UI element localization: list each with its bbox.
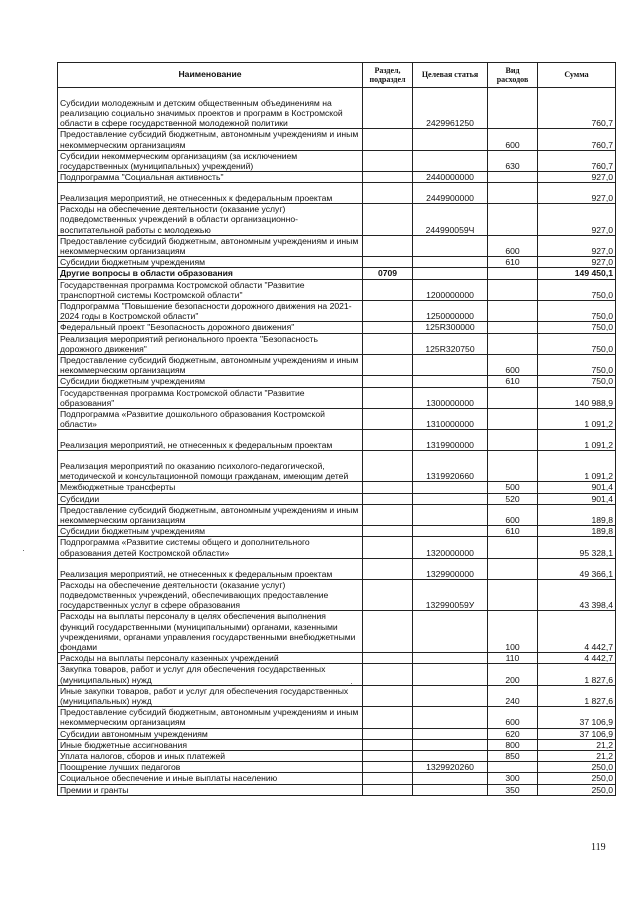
cell-name: Реализация мероприятий по оказанию психолого-педагогической, методической и консультационной помощи гражданам, имеющим детей	[58, 451, 363, 482]
table-row	[58, 322, 616, 333]
cell-name: Иные бюджетные ассигнования	[58, 739, 363, 750]
table-row	[58, 611, 616, 653]
cell-section	[363, 150, 413, 171]
cell-sum: 1 091,2	[538, 430, 616, 451]
cell-name: Реализация мероприятий, не отнесенных к федеральным проектам	[58, 558, 363, 579]
cell-sum: 4 442,7	[538, 653, 616, 664]
cell-type	[488, 301, 538, 322]
cell-type	[488, 558, 538, 579]
cell-name: Поощрение лучших педагогов	[58, 762, 363, 773]
cell-sum: 750,0	[538, 376, 616, 387]
cell-type	[488, 537, 538, 558]
cell-target	[413, 751, 488, 762]
table-row	[58, 579, 616, 611]
table-row	[58, 268, 616, 279]
cell-type	[488, 762, 538, 773]
cell-name: Государственная программа Костромской области "Развитие образования"	[58, 387, 363, 408]
cell-name: Субсидии бюджетным учреждениям	[58, 526, 363, 537]
cell-name: Межбюджетные трансферты	[58, 482, 363, 493]
cell-sum: 250,0	[538, 762, 616, 773]
cell-name: Субсидии автономным учреждениям	[58, 728, 363, 739]
table-row	[58, 751, 616, 762]
cell-name: Уплата налогов, сборов и иных платежей	[58, 751, 363, 762]
cell-target	[413, 504, 488, 525]
cell-sum: 750,0	[538, 322, 616, 333]
table-row	[58, 150, 616, 171]
cell-target: 2429961250	[413, 88, 488, 129]
cell-sum: 43 398,4	[538, 579, 616, 611]
cell-sum: 21,2	[538, 739, 616, 750]
cell-section	[363, 333, 413, 354]
cell-target: 244990059Ч	[413, 204, 488, 236]
page-number: 119	[591, 842, 606, 853]
cell-target	[413, 257, 488, 268]
cell-section	[363, 739, 413, 750]
cell-section	[363, 728, 413, 739]
cell-section	[363, 172, 413, 183]
table-row	[58, 558, 616, 579]
table-body	[58, 88, 616, 796]
table-row	[58, 376, 616, 387]
cell-type	[488, 88, 538, 129]
cell-sum: 760,7	[538, 129, 616, 150]
cell-name: Подпрограмма «Развитие дошкольного образования Костромской области»	[58, 409, 363, 430]
cell-sum: 1 091,2	[538, 409, 616, 430]
cell-section	[363, 493, 413, 504]
cell-name: Государственная программа Костромской области "Развитие транспортной системы Костромской области"	[58, 279, 363, 300]
cell-section	[363, 653, 413, 664]
cell-sum: 901,4	[538, 482, 616, 493]
cell-type	[488, 451, 538, 482]
cell-sum: 140 988,9	[538, 387, 616, 408]
cell-sum: 927,0	[538, 204, 616, 236]
cell-sum: 37 106,9	[538, 707, 616, 728]
table-row	[58, 762, 616, 773]
cell-sum: 189,8	[538, 504, 616, 525]
cell-sum: 189,8	[538, 526, 616, 537]
cell-target	[413, 235, 488, 256]
cell-section	[363, 558, 413, 579]
cell-sum: 901,4	[538, 493, 616, 504]
cell-section: 0709	[363, 268, 413, 279]
cell-target: 1320000000	[413, 537, 488, 558]
cell-target	[413, 129, 488, 150]
cell-type	[488, 409, 538, 430]
cell-name: Субсидии молодежным и детским общественным объединениям на реализацию социально значимых проектов и программ в Костромской области в сфере государственной молодежной политики	[58, 88, 363, 129]
cell-target	[413, 653, 488, 664]
table-row	[58, 387, 616, 408]
cell-type: 520	[488, 493, 538, 504]
cell-section	[363, 762, 413, 773]
cell-section	[363, 526, 413, 537]
cell-name: Субсидии бюджетным учреждениям	[58, 376, 363, 387]
cell-sum: 250,0	[538, 773, 616, 784]
table-row	[58, 784, 616, 795]
cell-type: 110	[488, 653, 538, 664]
cell-name: Субсидии бюджетным учреждениям	[58, 257, 363, 268]
table-row	[58, 526, 616, 537]
cell-type	[488, 268, 538, 279]
cell-name: Расходы на выплаты персоналу казенных учреждений	[58, 653, 363, 664]
cell-sum: 1 827,6	[538, 664, 616, 685]
cell-target	[413, 526, 488, 537]
cell-type	[488, 204, 538, 236]
table-row	[58, 129, 616, 150]
cell-name: Подпрограмма «Развитие системы общего и дополнительного образования детей Костромской области»	[58, 537, 363, 558]
cell-target	[413, 355, 488, 376]
header-sum: Сумма	[538, 63, 616, 88]
cell-target	[413, 493, 488, 504]
cell-name: Иные закупки товаров, работ и услуг для обеспечения государственных (муниципальных) нужд	[58, 685, 363, 706]
cell-type: 630	[488, 150, 538, 171]
header-type: Вид расходов	[488, 63, 538, 88]
table-row	[58, 257, 616, 268]
budget-table	[57, 62, 616, 796]
cell-name: Субсидии	[58, 493, 363, 504]
cell-target: 125R300000	[413, 322, 488, 333]
cell-type	[488, 333, 538, 354]
cell-name: Реализация мероприятий, не отнесенных к федеральным проектам	[58, 183, 363, 204]
cell-target	[413, 482, 488, 493]
table-row	[58, 728, 616, 739]
cell-name: Предоставление субсидий бюджетным, автономным учреждениям и иным некоммерческим организациям	[58, 129, 363, 150]
cell-section	[363, 235, 413, 256]
table-row	[58, 664, 616, 685]
table-row	[58, 451, 616, 482]
cell-section	[363, 129, 413, 150]
cell-target: 132990059У	[413, 579, 488, 611]
cell-name: Закупка товаров, работ и услуг для обеспечения государственных (муниципальных) нужд	[58, 664, 363, 685]
cell-type	[488, 183, 538, 204]
cell-section	[363, 451, 413, 482]
cell-section	[363, 784, 413, 795]
cell-section	[363, 664, 413, 685]
cell-type: 610	[488, 257, 538, 268]
header-name: Наименование	[58, 63, 363, 88]
table-row	[58, 653, 616, 664]
table-row	[58, 504, 616, 525]
cell-name: Подпрограмма "Социальная активность"	[58, 172, 363, 183]
table-row	[58, 685, 616, 706]
cell-section	[363, 387, 413, 408]
cell-sum: 95 328,1	[538, 537, 616, 558]
cell-type: 800	[488, 739, 538, 750]
cell-type: 600	[488, 355, 538, 376]
cell-sum: 37 106,9	[538, 728, 616, 739]
cell-sum: 149 450,1	[538, 268, 616, 279]
cell-sum: 1 091,2	[538, 451, 616, 482]
table-row	[58, 172, 616, 183]
cell-target: 2449900000	[413, 183, 488, 204]
cell-name: Расходы на выплаты персоналу в целях обеспечения выполнения функций государственными (муниципальными) органами, казенными учреждениями, органами управления государственными внебюджетными фондами	[58, 611, 363, 653]
table-header-row	[58, 63, 616, 88]
cell-sum: 750,0	[538, 279, 616, 300]
table-row	[58, 333, 616, 354]
cell-target: 2440000000	[413, 172, 488, 183]
cell-sum: 49 366,1	[538, 558, 616, 579]
cell-type	[488, 387, 538, 408]
cell-target	[413, 150, 488, 171]
cell-name: Реализация мероприятий, не отнесенных к федеральным проектам	[58, 430, 363, 451]
cell-target	[413, 739, 488, 750]
header-target: Целевая статья	[413, 63, 488, 88]
cell-name: Подпрограмма "Повышение безопасности дорожного движения на 2021-2024 годы в Костромской области"	[58, 301, 363, 322]
cell-name: Предоставление субсидий бюджетным, автономным учреждениям и иным некоммерческим организациям	[58, 504, 363, 525]
cell-type: 600	[488, 707, 538, 728]
cell-type: 620	[488, 728, 538, 739]
cell-type: 240	[488, 685, 538, 706]
cell-target: 1319900000	[413, 430, 488, 451]
cell-target	[413, 685, 488, 706]
table-row	[58, 739, 616, 750]
table-row	[58, 183, 616, 204]
cell-sum: 250,0	[538, 784, 616, 795]
cell-target	[413, 707, 488, 728]
cell-section	[363, 430, 413, 451]
cell-target: 1310000000	[413, 409, 488, 430]
cell-type: 610	[488, 376, 538, 387]
cell-target	[413, 611, 488, 653]
cell-target	[413, 376, 488, 387]
cell-section	[363, 537, 413, 558]
cell-target: 1250000000	[413, 301, 488, 322]
cell-type: 300	[488, 773, 538, 784]
table-row	[58, 279, 616, 300]
table-row	[58, 301, 616, 322]
cell-name: Реализация мероприятий регионального проекта "Безопасность дорожного движения"	[58, 333, 363, 354]
cell-name: Федеральный проект "Безопасность дорожного движения"	[58, 322, 363, 333]
table-row	[58, 430, 616, 451]
cell-sum: 927,0	[538, 172, 616, 183]
cell-sum: 927,0	[538, 257, 616, 268]
cell-target: 1300000000	[413, 387, 488, 408]
table-row	[58, 493, 616, 504]
cell-type: 200	[488, 664, 538, 685]
cell-name: Другие вопросы в области образования	[58, 268, 363, 279]
cell-section	[363, 376, 413, 387]
header-section: Раздел, подраздел	[363, 63, 413, 88]
cell-sum: 4 442,7	[538, 611, 616, 653]
cell-target	[413, 784, 488, 795]
cell-target: 1329900000	[413, 558, 488, 579]
cell-type	[488, 430, 538, 451]
cell-sum: 750,0	[538, 333, 616, 354]
cell-name: Социальное обеспечение и иные выплаты населению	[58, 773, 363, 784]
scan-dot-mark: ·	[350, 678, 353, 688]
cell-type: 350	[488, 784, 538, 795]
cell-target	[413, 773, 488, 784]
cell-section	[363, 322, 413, 333]
cell-section	[363, 482, 413, 493]
cell-target: 1319920660	[413, 451, 488, 482]
cell-type: 610	[488, 526, 538, 537]
cell-section	[363, 611, 413, 653]
cell-name: Субсидии некоммерческим организациям (за исключением государственных (муниципальных) учреждений)	[58, 150, 363, 171]
table-row	[58, 482, 616, 493]
cell-type: 600	[488, 504, 538, 525]
cell-type: 850	[488, 751, 538, 762]
cell-name: Расходы на обеспечение деятельности (оказание услуг) подведомственных учреждений, обеспечивающих предоставление государственных услуг в сфере образования	[58, 579, 363, 611]
cell-section	[363, 88, 413, 129]
cell-type: 600	[488, 129, 538, 150]
cell-target: 1200000000	[413, 279, 488, 300]
table-row	[58, 409, 616, 430]
cell-sum: 927,0	[538, 183, 616, 204]
table-row	[58, 707, 616, 728]
cell-type: 600	[488, 235, 538, 256]
cell-target	[413, 728, 488, 739]
cell-section	[363, 504, 413, 525]
cell-sum: 750,0	[538, 301, 616, 322]
cell-sum: 927,0	[538, 235, 616, 256]
table-row	[58, 88, 616, 129]
table-row	[58, 204, 616, 236]
cell-section	[363, 773, 413, 784]
table-row	[58, 355, 616, 376]
cell-name: Предоставление субсидий бюджетным, автономным учреждениям и иным некоммерческим организациям	[58, 707, 363, 728]
cell-target	[413, 268, 488, 279]
cell-type	[488, 579, 538, 611]
cell-name: Премии и гранты	[58, 784, 363, 795]
cell-section	[363, 579, 413, 611]
cell-section	[363, 183, 413, 204]
cell-name: Предоставление субсидий бюджетным, автономным учреждениям и иным некоммерческим организациям	[58, 355, 363, 376]
cell-name: Расходы на обеспечение деятельности (оказание услуг) подведомственных учреждений в области организационно-воспитательной работы с молодежью	[58, 204, 363, 236]
cell-section	[363, 707, 413, 728]
cell-type	[488, 279, 538, 300]
cell-type	[488, 172, 538, 183]
cell-name: Предоставление субсидий бюджетным, автономным учреждениям и иным некоммерческим организациям	[58, 235, 363, 256]
cell-sum: 21,2	[538, 751, 616, 762]
cell-sum: 1 827,6	[538, 685, 616, 706]
cell-sum: 760,7	[538, 150, 616, 171]
cell-target: 125R320750	[413, 333, 488, 354]
cell-section	[363, 355, 413, 376]
scan-dot-mark: ·	[22, 545, 25, 555]
cell-target	[413, 664, 488, 685]
cell-section	[363, 301, 413, 322]
cell-type: 100	[488, 611, 538, 653]
table-row	[58, 773, 616, 784]
cell-section	[363, 751, 413, 762]
cell-section	[363, 685, 413, 706]
cell-section	[363, 409, 413, 430]
cell-section	[363, 204, 413, 236]
table-row	[58, 537, 616, 558]
cell-sum: 760,7	[538, 88, 616, 129]
cell-section	[363, 257, 413, 268]
table-row	[58, 235, 616, 256]
cell-sum: 750,0	[538, 355, 616, 376]
cell-target: 1329920260	[413, 762, 488, 773]
cell-type: 500	[488, 482, 538, 493]
cell-section	[363, 279, 413, 300]
cell-type	[488, 322, 538, 333]
